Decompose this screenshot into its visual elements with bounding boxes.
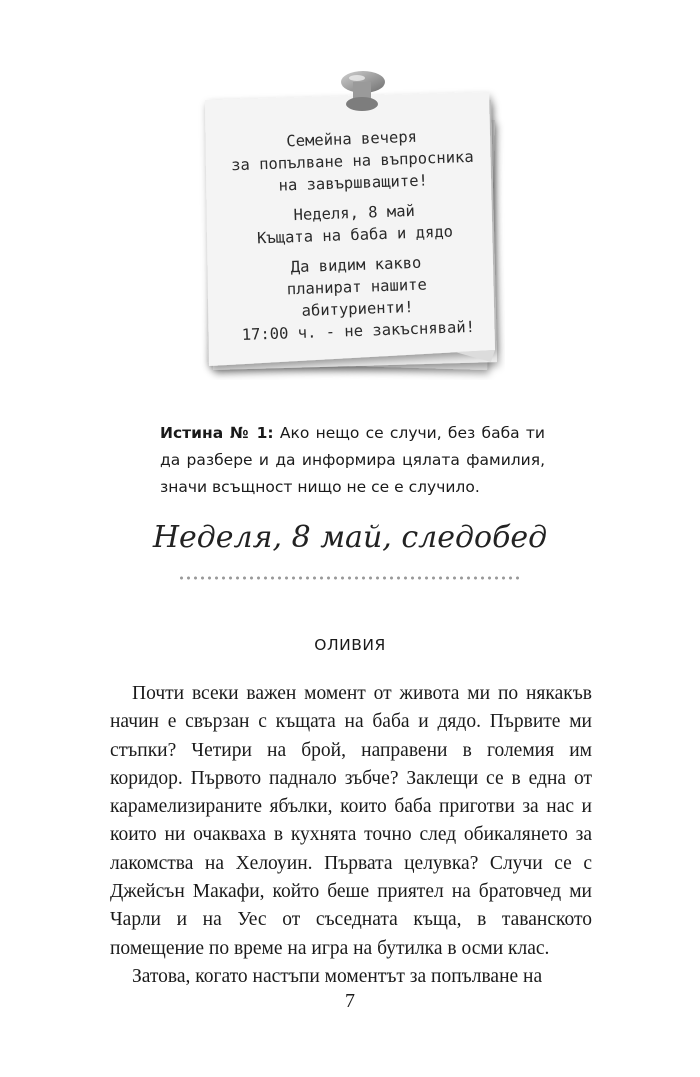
truth-label: Истина № 1: [160, 424, 274, 442]
paragraph: Затова, когато настъпи моментът за попълване на [132, 965, 543, 987]
body-text [110, 680, 592, 991]
truth-text: Ако нещо се случи, без баба ти да разбере и да информира цялата фамилия, значи всъщност нищо не се е случило. [160, 424, 546, 496]
note-line: Семейна вечеря [286, 127, 418, 151]
chapter-heading: Неделя, 8 май, следобед [152, 520, 548, 555]
note-line: Неделя, 8 май [293, 201, 416, 225]
paragraph: Почти всеки важен момент от живота ми по някакъв начин е свързан с къщата на баба и дядо. Първите ми стъпки? Четири на брой, направени в големия им коридор. Първото паднало зъбче? Заклещи се в една от карамелизираните ябълки, които баба приготви за нас и които ни очакваха в кухнята точно след обикалянето за лакомства на Хелоуин. Първата целувка? Случи се с Джейсън Макафи, който беше приятел на братовчед ми Чарли и на Уес от съседната къща, в таванското помещение по време на игра на бутилка в осми клас. [110, 683, 592, 959]
note-line: Къщата на баба и дядо [256, 222, 454, 248]
note-line: планират нашите [286, 275, 428, 299]
narrator-name: ОЛИВИЯ [314, 636, 386, 654]
note-line: за попълване на въпросника [230, 147, 474, 175]
note-line: Да видим какво [290, 253, 422, 277]
page-number: 7 [345, 990, 355, 1012]
note-line: 17:00 ч. - не закъснявай! [241, 317, 476, 345]
truth-statement [160, 420, 545, 501]
note-line: на завършващите! [278, 171, 429, 195]
note-line: абитуриенти! [301, 298, 414, 320]
note-text [206, 123, 503, 347]
dotted-divider [178, 576, 523, 580]
